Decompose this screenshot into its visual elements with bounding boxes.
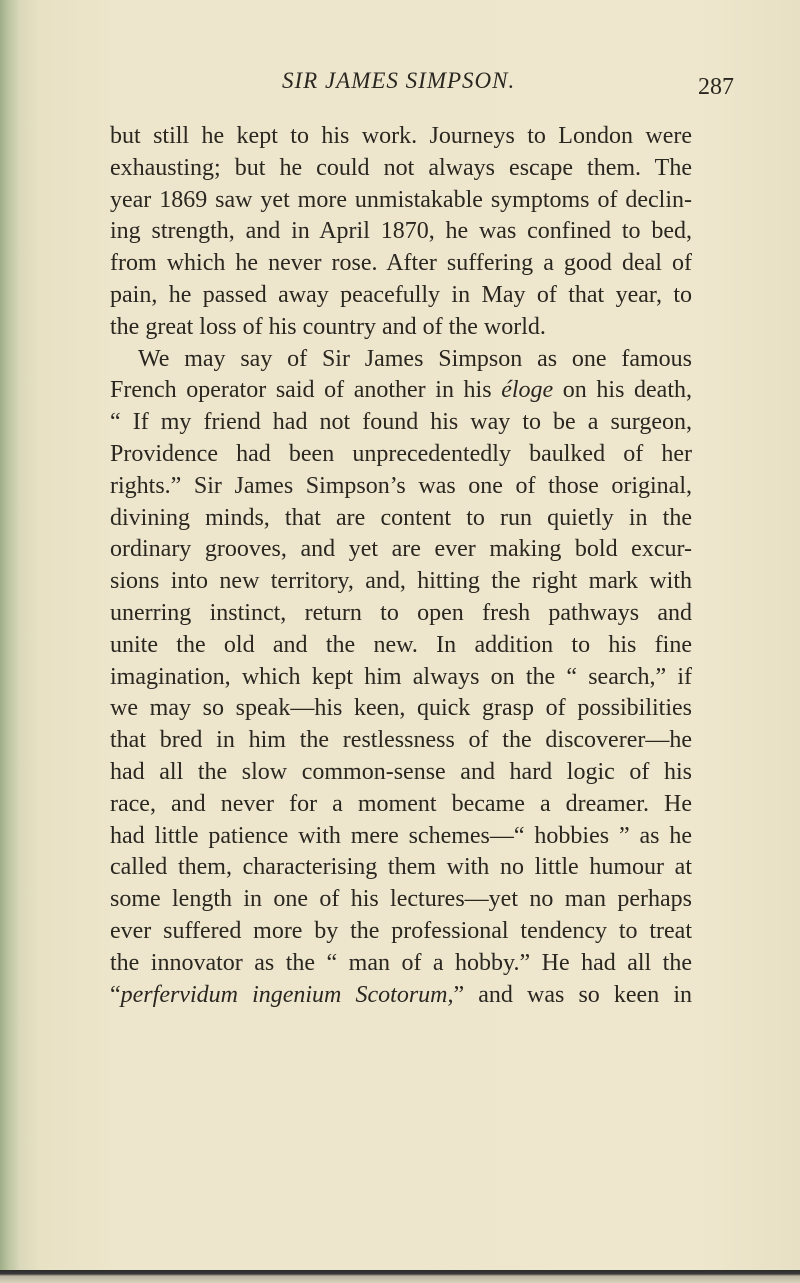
- text-line: pain, he passed away peacefully in May of that year, to: [110, 281, 692, 308]
- text-line: that bred in him the restlessness of the discoverer—he: [110, 727, 692, 754]
- text-line: ever suffered more by the professional tendency to treat: [110, 917, 692, 944]
- text-line: imagination, which kept him always on the “ search,” if: [110, 663, 692, 690]
- text-line: year 1869 saw yet more unmistakable symptoms of declin-: [110, 186, 692, 213]
- text-line: exhausting; but he could not always escape them. The: [110, 154, 692, 181]
- text-line: had little patience with mere schemes—“ hobbies ” as he: [110, 822, 692, 849]
- running-head: [0, 68, 800, 108]
- text-line: the great loss of his country and of the world.: [110, 313, 546, 340]
- text-line: some length in one of his lectures—yet no man perhaps: [110, 886, 692, 913]
- text-line: sions into new territory, and, hitting the right mark with: [110, 568, 692, 595]
- text-line: the innovator as the “ man of a hobby.” He had all the: [110, 949, 692, 976]
- page-bottom-edge: [0, 1270, 800, 1283]
- text-line: unerring instinct, return to open fresh pathways and: [110, 599, 692, 626]
- text-line: French operator said of another in his éloge on his death,: [110, 377, 692, 404]
- text-line: rights.” Sir James Simpson’s was one of those original,: [110, 472, 692, 499]
- text-line: from which he never rose. After suffering a good deal of: [110, 250, 692, 277]
- text-line: “perfervidum ingenium Scotorum,” and was so keen in: [110, 981, 692, 1008]
- text-line: race, and never for a moment became a dreamer. He: [110, 790, 692, 817]
- running-head-title: SIR JAMES SIMPSON.: [282, 68, 516, 93]
- body-text: [110, 121, 692, 1011]
- text-line: had all the slow common-sense and hard logic of his: [110, 758, 692, 785]
- page-gutter-shadow: [0, 0, 20, 1283]
- text-line: ing strength, and in April 1870, he was confined to bed,: [110, 218, 692, 245]
- text-line: “ If my friend had not found his way to be a surgeon,: [110, 409, 692, 436]
- text-line: ordinary grooves, and yet are ever making bold excur-: [110, 536, 692, 563]
- text-line: but still he kept to his work. Journeys to London were: [110, 123, 692, 149]
- page-number: 287: [698, 74, 734, 100]
- text-line: divining minds, that are content to run quietly in the: [110, 504, 692, 531]
- text-line: called them, characterising them with no little humour at: [110, 854, 692, 881]
- text-line: we may so speak—his keen, quick grasp of possibilities: [110, 695, 692, 722]
- text-line: We may say of Sir James Simpson as one famous: [138, 345, 692, 372]
- text-line: unite the old and the new. In addition to his fine: [110, 631, 692, 658]
- text-line: Providence had been unprecedentedly baulked of her: [110, 440, 692, 467]
